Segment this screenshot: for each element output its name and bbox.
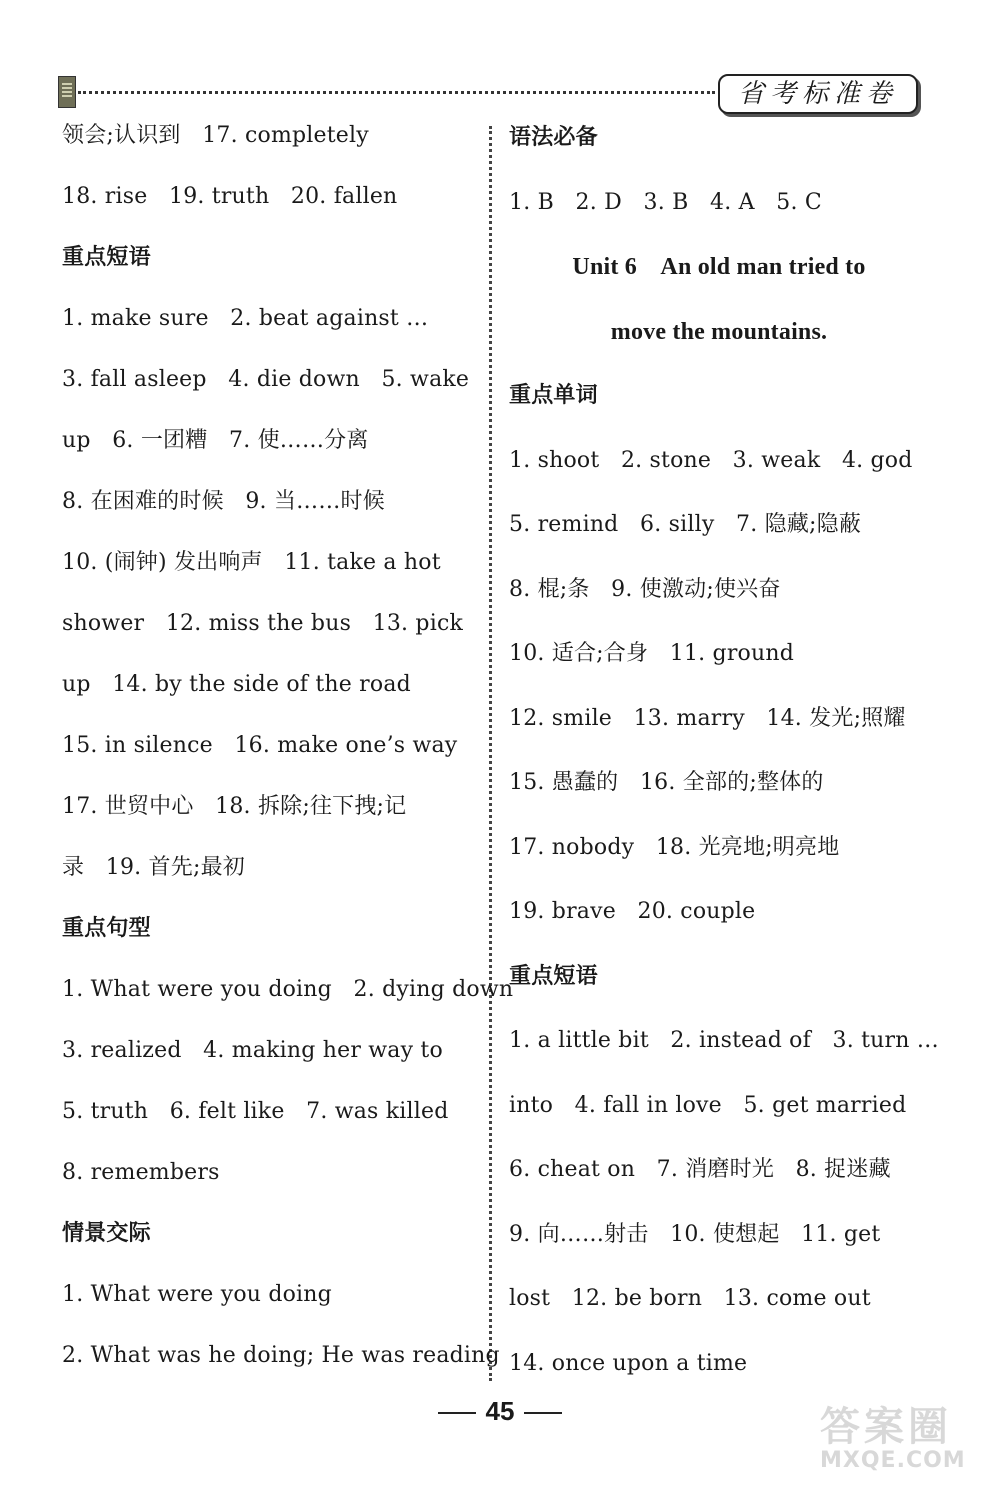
answer-line: 录 19. 首先;最初 [62,855,245,880]
watermark-logo-text: 答案圈 [820,1404,952,1450]
section-heading: 重点短语 [62,245,151,270]
answer-line: 8. remembers [62,1160,220,1185]
answer-line: 1. shoot 2. stone 3. weak 4. god [509,447,913,473]
answer-line: 1. a little bit 2. instead of 3. turn … [509,1028,940,1053]
answer-line: 10. 适合;合身 11. ground [509,641,795,666]
answer-line: lost 12. be born 13. come out [509,1286,871,1311]
answer-line: 18. rise 19. truth 20. fallen [62,184,398,209]
answer-line: 3. realized 4. making her way to [62,1038,443,1063]
header-badge: 省考标准卷 [718,74,918,114]
unit-title: Unit 6 An old man tried to [572,254,866,280]
answer-line: 9. 向……射击 10. 使想起 11. get [509,1221,881,1247]
answer-line: shower 12. miss the bus 13. pick [62,611,463,636]
answer-line: 1. What were you doing [62,1282,332,1307]
answer-line: 17. 世贸中心 18. 拆除;往下拽;记 [62,794,407,819]
unit-title: move the mountains. [610,318,828,345]
answer-line: 1. What were you doing 2. dying down [62,977,514,1002]
answer-line: 2. What was he doing; He was reading [62,1343,500,1368]
answer-line: 17. nobody 18. 光亮地;明亮地 [509,834,840,860]
answer-line: 5. remind 6. silly 7. 隐藏;隐蔽 [509,512,862,537]
section-heading: 重点单词 [509,383,598,408]
answer-line: 3. fall asleep 4. die down 5. wake [62,367,470,392]
watermark [820,1395,990,1475]
answer-line: 19. brave 20. couple [509,899,756,924]
answer-line: 1. B 2. D 3. B 4. A 5. C [509,189,822,215]
answer-line: 1. make sure 2. beat against … [62,306,429,331]
answer-line: 15. in silence 16. make one’s way [62,733,458,758]
watermark-url: MXQE.COM [820,1448,966,1473]
answer-line: 领会;认识到 17. completely [62,123,369,148]
answer-line: 10. (闹钟) 发出响声 11. take a hot [62,550,441,575]
section-heading: 情景交际 [62,1221,151,1246]
section-heading: 重点短语 [509,963,598,989]
answer-line: up 14. by the side of the road [62,672,411,697]
header-dotted-rule [78,91,715,94]
section-heading: 语法必备 [509,125,598,150]
answer-line: 6. cheat on 7. 消磨时光 8. 捉迷藏 [509,1157,891,1182]
section-heading: 重点句型 [62,916,151,941]
answer-line: 8. 在困难的时候 9. 当……时候 [62,489,385,514]
answer-line: into 4. fall in love 5. get married [509,1092,907,1118]
header-icon [58,76,76,108]
answer-line: 12. smile 13. marry 14. 发光;照耀 [509,705,906,731]
answer-line: 8. 棍;条 9. 使激动;使兴奋 [509,576,781,602]
page-number-value: 45 [485,1396,515,1426]
column-divider [489,126,492,1381]
answer-line: 5. truth 6. felt like 7. was killed [62,1099,449,1124]
right-column [509,110,940,1400]
answer-line: up 6. 一团糟 7. 使……分离 [62,428,369,453]
answer-line: 15. 愚蠢的 16. 全部的;整体的 [509,770,824,795]
answer-line: 14. once upon a time [509,1350,748,1376]
left-column [62,110,514,1391]
